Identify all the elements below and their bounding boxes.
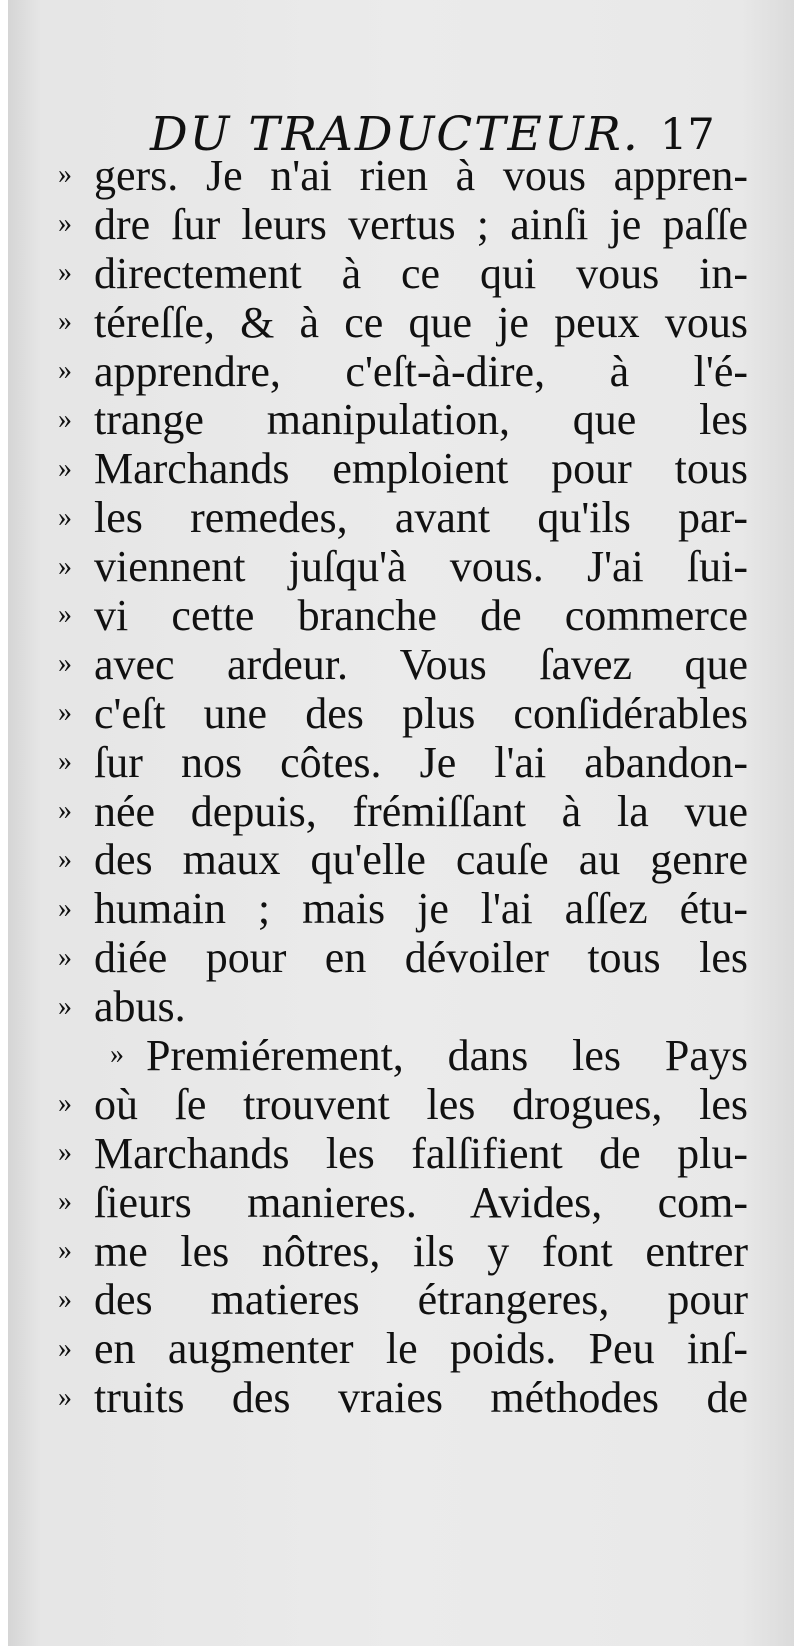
text-line <box>58 690 748 739</box>
text-line <box>58 983 748 1032</box>
line-text: téreſſe, & à ce que je peux vous <box>94 297 748 347</box>
text-line <box>58 1130 748 1179</box>
quote-mark: » <box>58 550 72 582</box>
quote-mark: » <box>58 697 72 729</box>
line-text: truits des vraies méthodes de <box>94 1373 748 1423</box>
line-text: en augmenter le poids. Peu inſ- <box>94 1324 748 1374</box>
quote-mark: » <box>58 1186 72 1218</box>
text-line <box>58 788 748 837</box>
text-line <box>58 592 748 641</box>
line-text: apprendre, c'eſt-à-dire, à l'é- <box>94 346 748 396</box>
quote-mark: » <box>58 1381 72 1413</box>
quote-mark: » <box>58 1137 72 1169</box>
line-text: ſur nos côtes. Je l'ai abandon- <box>94 737 748 787</box>
line-text: c'eſt une des plus conſidérables <box>94 688 748 738</box>
text-line <box>58 494 748 543</box>
line-text: me les nôtres, ils y font entrer <box>94 1226 748 1276</box>
quote-mark: » <box>58 892 72 924</box>
quote-mark: » <box>58 746 72 778</box>
text-line <box>58 201 748 250</box>
quote-mark: » <box>58 159 72 191</box>
text-line <box>58 299 748 348</box>
line-text: des maux qu'elle cauſe au genre <box>94 835 748 885</box>
line-text: Premiérement, dans les Pays <box>146 1031 748 1081</box>
line-text: où ſe trouvent les drogues, les <box>94 1079 748 1129</box>
quote-mark: » <box>110 1039 124 1071</box>
text-line <box>58 1374 748 1423</box>
text-line <box>58 739 748 788</box>
quote-mark: » <box>58 795 72 827</box>
text-line <box>58 641 748 690</box>
quote-mark: » <box>58 403 72 435</box>
line-text: humain ; mais je l'ai aſſez étu- <box>94 884 748 934</box>
line-text: abus. <box>94 982 186 1032</box>
line-text: dre ſur leurs vertus ; ainſi je paſſe <box>94 199 748 249</box>
text-line <box>58 1081 748 1130</box>
quote-mark: » <box>58 648 72 680</box>
running-title: DU TRADUCTEUR. <box>150 107 640 162</box>
right-margin-edge <box>794 0 800 1646</box>
text-line <box>58 885 748 934</box>
text-line <box>58 445 748 494</box>
quote-mark: » <box>58 452 72 484</box>
text-line <box>58 396 748 445</box>
quote-mark: » <box>58 1283 72 1315</box>
line-text: Marchands emploient pour tous <box>94 444 748 494</box>
text-line <box>58 1325 748 1374</box>
quote-mark: » <box>58 843 72 875</box>
left-margin-edge <box>0 0 8 1646</box>
text-line <box>58 543 748 592</box>
quote-mark: » <box>58 208 72 240</box>
quote-mark: » <box>58 501 72 533</box>
body-text <box>58 152 748 1423</box>
line-text: diée pour en dévoiler tous les <box>94 933 748 983</box>
text-line <box>58 1276 748 1325</box>
line-text: vi cette branche de commerce <box>94 591 748 641</box>
line-text: des matieres étrangeres, pour <box>94 1275 748 1325</box>
line-text: viennent juſqu'à vous. J'ai ſui- <box>94 542 748 592</box>
quote-mark: » <box>58 1235 72 1267</box>
text-line <box>58 1179 748 1228</box>
page-number: 17 <box>660 110 715 160</box>
line-text: avec ardeur. Vous ſavez que <box>94 639 748 689</box>
quote-mark: » <box>58 355 72 387</box>
text-line <box>58 1228 748 1277</box>
text-line <box>58 250 748 299</box>
quote-mark: » <box>58 306 72 338</box>
quote-mark: » <box>58 990 72 1022</box>
quote-mark: » <box>58 1332 72 1364</box>
quote-mark: » <box>58 257 72 289</box>
line-text: les remedes, avant qu'ils par- <box>94 493 748 543</box>
line-text: ſieurs manieres. Avides, com- <box>94 1177 748 1227</box>
text-line <box>58 836 748 885</box>
text-line <box>58 934 748 983</box>
line-text: gers. Je n'ai rien à vous appren- <box>94 151 748 200</box>
text-line <box>58 1032 748 1081</box>
quote-mark: » <box>58 1088 72 1120</box>
line-text: Marchands les falſifient de plu- <box>94 1128 748 1178</box>
quote-mark: » <box>58 941 72 973</box>
line-text: née depuis, frémiſſant à la vue <box>94 786 748 836</box>
text-line <box>58 348 748 397</box>
line-text: trange manipulation, que les <box>94 395 748 445</box>
text-line <box>58 152 748 201</box>
line-text: directement à ce qui vous in- <box>94 248 748 298</box>
quote-mark: » <box>58 599 72 631</box>
